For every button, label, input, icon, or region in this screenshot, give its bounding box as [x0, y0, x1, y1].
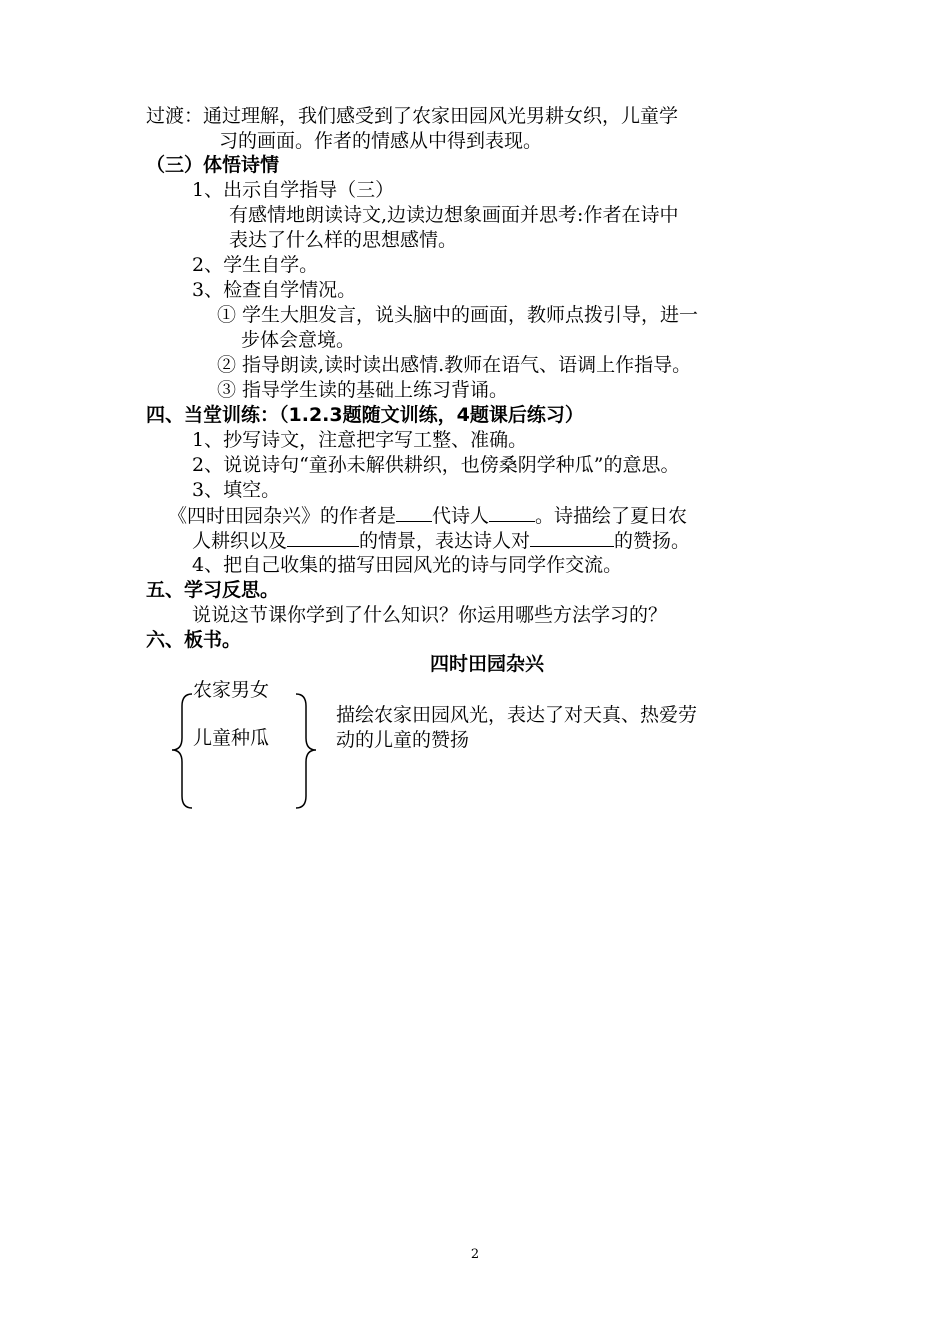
- transition-text-1: 通过理解，我们感受到了农家田园风光男耕女织，儿童学: [203, 105, 679, 127]
- left-brace: [172, 694, 192, 808]
- section-3-sub-1-line-1: ① 学生大胆发言，说头脑中的画面，教师点拨引导，进一: [217, 304, 699, 326]
- board-braces: [170, 692, 330, 816]
- section-3-item-1-text-1: 有感情地朗读诗文,边读边想象画面并思考:作者在诗中: [229, 204, 679, 226]
- blank-subject: [530, 528, 614, 547]
- section-3-sub-1-line-2: 步体会意境。: [241, 329, 356, 351]
- right-brace: [296, 694, 316, 808]
- board-title: 四时田园杂兴: [430, 653, 545, 675]
- transition-line-2: 习的画面。作者的情感从中得到表现。: [219, 130, 543, 152]
- blank-poet: [489, 503, 535, 522]
- section-4-item-3: 3、填空。: [192, 479, 281, 501]
- section-3-sub-2: ② 指导朗读,读时读出感情.教师在语气、语调上作指导。: [217, 354, 692, 376]
- section-3-item-1-text-2: 表达了什么样的思想感情。: [229, 229, 458, 251]
- section-3-item-2: 2、学生自学。: [192, 254, 319, 276]
- section-4-item-2: 2、说说诗句“童孙未解供耕织，也傍桑阴学种瓜”的意思。: [192, 454, 680, 476]
- section-4-item-1: 1、抄写诗文，注意把字写工整、准确。: [192, 429, 528, 451]
- section-5-heading: 五、学习反思。: [146, 579, 280, 601]
- fill-text-c: 。诗描绘了夏日农: [535, 505, 688, 527]
- section-5-text: 说说这节课你学到了什么知识？你运用哪些方法学习的？: [192, 604, 668, 626]
- fill-text-b: 代诗人: [432, 505, 490, 527]
- fill-text-a: 《四时田园杂兴》的作者是: [168, 505, 397, 527]
- section-4-heading: 四、当堂训练：（1.2.3题随文训练，4题课后练习）: [146, 404, 584, 426]
- section-3-item-1: 1、出示自学指导（三）: [192, 179, 395, 201]
- section-3-heading: （三）体悟诗情: [146, 154, 280, 176]
- board-right-line-2: 动的儿童的赞扬: [336, 729, 470, 751]
- fill-text-e: 的情景，表达诗人对: [359, 530, 531, 552]
- board-left-top: 农家男女: [193, 679, 270, 701]
- fill-blank-line-2: [192, 528, 690, 553]
- section-3-sub-3: ③ 指导学生读的基础上练习背诵。: [217, 379, 509, 401]
- transition-line-1: [146, 104, 678, 128]
- blank-scene: [287, 528, 359, 547]
- section-3-item-3: 3、检查自学情况。: [192, 279, 357, 301]
- section-4-item-4: 4、把自己收集的描写田园风光的诗与同学作交流。: [192, 554, 623, 576]
- page-number: 2: [470, 1247, 480, 1262]
- fill-text-d: 人耕织以及: [192, 530, 288, 552]
- fill-blank-line-1: [168, 503, 687, 528]
- section-6-heading: 六、板书。: [146, 629, 242, 651]
- board-right-line-1: 描绘农家田园风光，表达了对天真、热爱劳: [336, 704, 698, 726]
- transition-label: 过渡：: [146, 105, 204, 127]
- board-left-middle: 儿童种瓜: [193, 727, 270, 749]
- fill-text-f: 的赞扬。: [614, 530, 691, 552]
- blank-dynasty: [396, 503, 432, 522]
